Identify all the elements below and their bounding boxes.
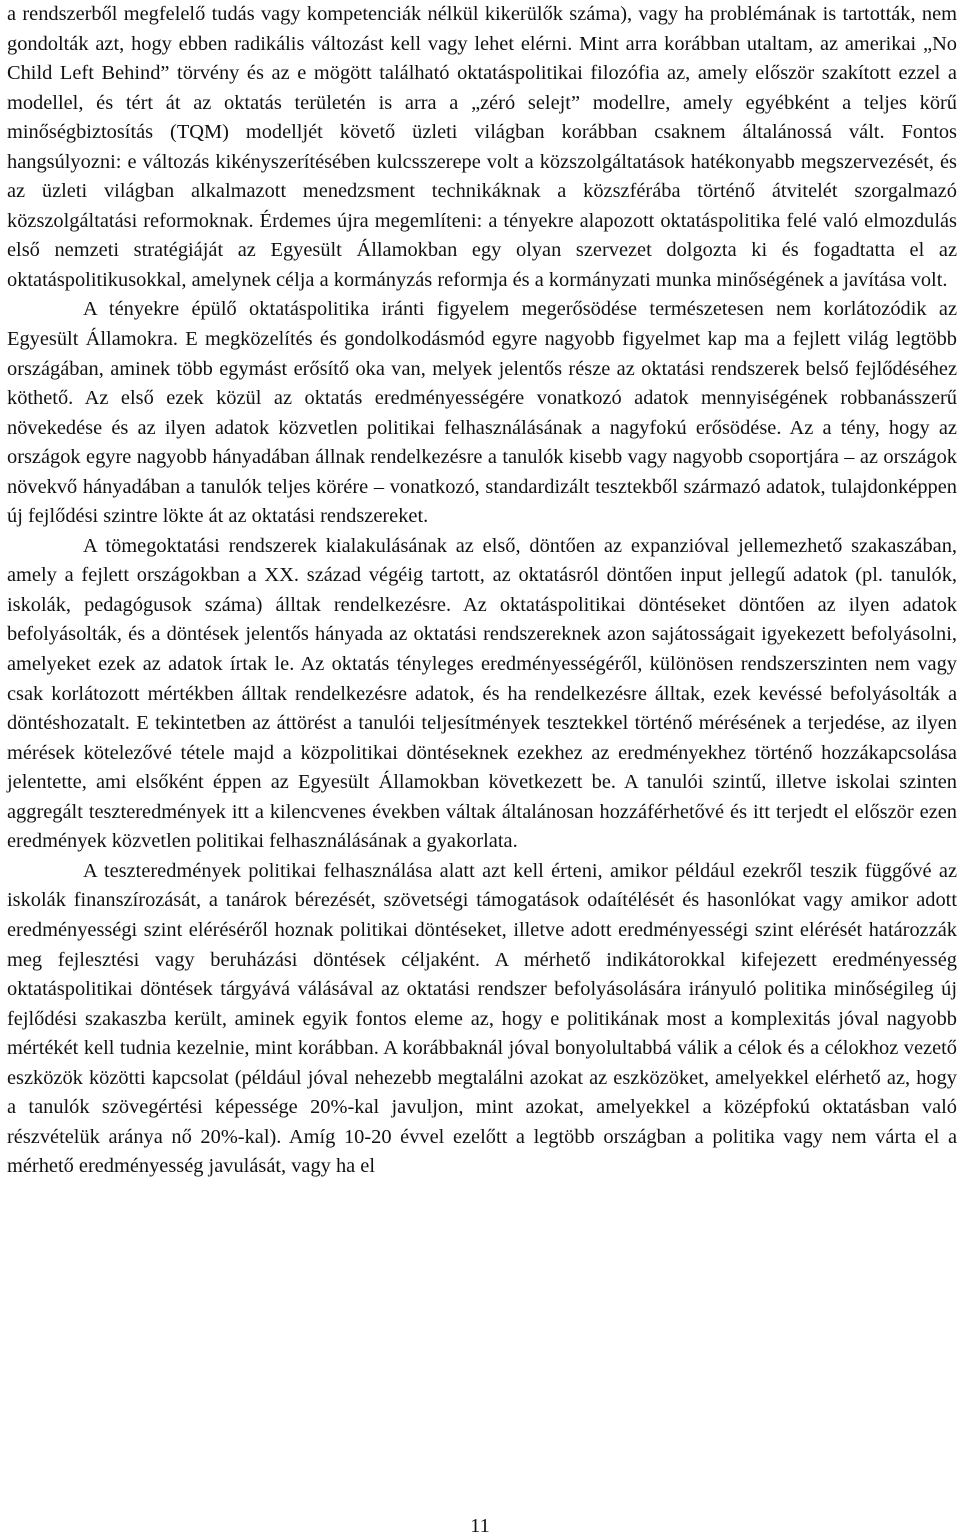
paragraph: A teszteredmények politikai felhasználása alatt azt kell érteni, amikor például ezekről teszik függővé az iskolák finanszírozását, a tanárok bérezését, szövetségi támogatások odaítélését és hasonlókat vagy amikor adott eredményességi szint eléréséről hoznak politikai döntéseket, illetve adott eredményességi szint elérését határozzák meg fejlesztési vagy beruházási döntések céljaként. A mérhető indikátorokkal kifejezett eredményesség oktatáspolitikai döntések tárgyává válásával az oktatási rendszer befolyásolására irányuló politika minőségileg új fejlődési szakaszba került, aminek egyik fontos eleme az, hogy e politikának most a komplexitás jóval nagyobb mértékét kell tudnia kezelnie, mint korábban. A korábbaknál jóval bonyolultabbá válik a célok és a célokhoz vezető eszközök közötti kapcsolat (például jóval nehezebb megtalálni azokat az eszközöket, amelyekkel elérhető az, hogy a tanulók szövegértési képessége 20%-kal javuljon, mint azokat, amelyekkel a középfokú oktatásban való részvételük aránya nő 20%-kal). Amíg 10-20 évvel ezelőtt a legtöbb országban a politika vagy nem várta el a mérhető eredményesség javulását, vagy ha el	[7, 859, 957, 1178]
paragraph: A tömegoktatási rendszerek kialakulásának az első, döntően az expanzióval jellemezhető szakaszában, amely a fejlett országokban a XX. század végéig tartott, az oktatásról döntően input jellegű adatok (pl. tanulók, iskolák, pedagógusok száma) álltak rendelkezésre. Az oktatáspolitikai döntéseket döntően az ilyen adatok befolyásolták, és a döntések jelentős hányada az oktatási rendszereknek azon sajátosságait igyekezett befolyásolni, amelyeket ezek az adatok írtak le. Az oktatás tényleges eredményességéről, különösen rendszerszinten nem vagy csak korlátozott mértékben álltak rendelkezésre adatok, és ha rendelkezésre álltak, ezek kevéssé befolyásolták a döntéshozatalt. E tekintetben az áttörést a tanulói teljesítmények tesztekkel történő mérésének a terjedése, az ilyen mérések kötelezővé tétele majd a közpolitikai döntéseknek ezekhez az eredményekhez történő hozzákapcsolása jelentette, ami elsőként éppen az Egyesült Államokban következett be. A tanulói szintű, illetve iskolai szinten aggregált teszteredmények itt a kilencvenes években váltak általánosan hozzáférhetővé és itt terjedt el először ezen eredmények közvetlen politikai felhasználásának a gyakorlata.	[7, 534, 957, 853]
paragraph-continuation: a rendszerből megfelelő tudás vagy kompetenciák nélkül kikerülők száma), vagy ha problémának is tartották, nem gondolták azt, hogy ebben radikális változást kell vagy lehet elérni. Mint arra korábban utaltam, az amerikai „No Child Left Behind” törvény és az e mögött található oktatáspolitikai filozófia az, amely először szakított ezzel a modellel, és tért át az oktatás területén is arra a „zéró selejt” modellre, amely egyébként a teljes körű minőségbiztosítás (TQM) modelljét követő üzleti világban korábban csaknem általánossá vált. Fontos hangsúlyozni: e változás kikényszerítésében kulcsszerepe volt a közszolgáltatások hatékonyabb megszervezését, és az üzleti világban alkalmazott menedzsment technikáknak a közszférába történő átvitelét szorgalmazó közszolgáltatási reformoknak. Érdemes újra megemlíteni: a tényekre alapozott oktatáspolitika felé való elmozdulás első nemzeti stratégiáját az Egyesült Államokban egy olyan szervezet dolgozta ki és fogadtatta el az oktatáspolitikusokkal, amelynek célja a kormányzás reformja és a kormányzati munka minőségének a javítása volt.	[7, 3, 957, 291]
document-body	[7, 0, 957, 1182]
page-number: 11	[470, 1515, 490, 1537]
paragraph: A tényekre épülő oktatáspolitika iránti figyelem megerősödése természetesen nem korlátozódik az Egyesült Államokra. E megközelítés és gondolkodásmód egyre nagyobb figyelmet kap ma a fejlett világ legtöbb országában, aminek több egymást erősítő oka van, melyek jelentős része az oktatási rendszerek belső fejlődéséhez köthető. Az első ezek közül az oktatás eredményességére vonatkozó adatok mennyiségének robbanásszerű növekedése és az ilyen adatok közvetlen politikai felhasználásának a nagyfokú erősödése. Az a tény, hogy az országok egyre nagyobb hányadában állnak rendelkezésre a tanulók kisebb vagy nagyobb csoportjára – az országok növekvő hányadában a tanulók teljes körére – vonatkozó, standardizált tesztekből származó adatok, tulajdonképpen új fejlődési szintre lökte át az oktatási rendszereket.	[7, 298, 957, 528]
